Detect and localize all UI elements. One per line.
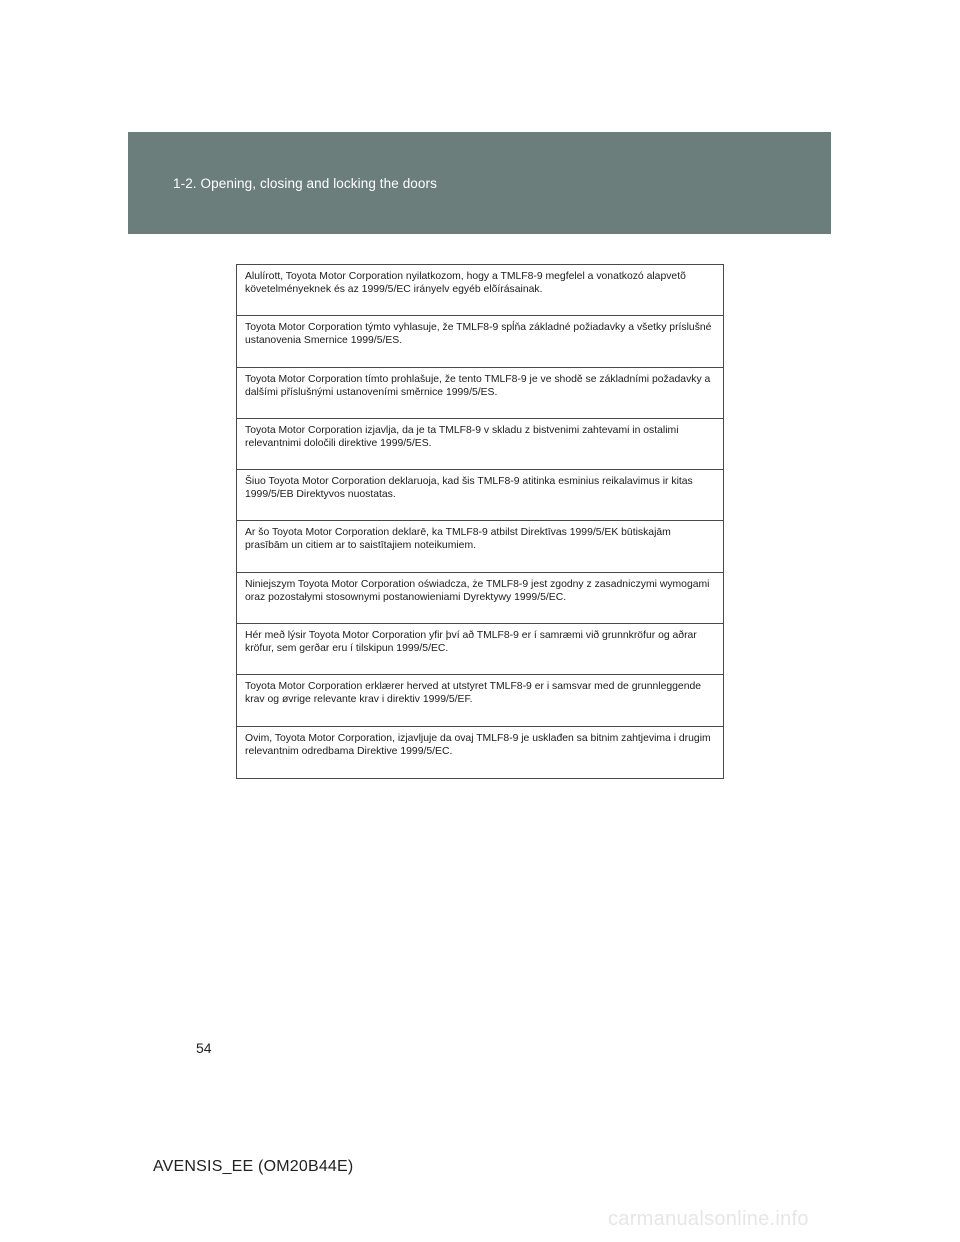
declaration-row-hungarian: Alulírott, Toyota Motor Corporation nyilatkozom, hogy a TMLF8-9 megfelel a vonatkozó alapvetõ követelményeknek és az 1999/5/EC irányelv egyéb elõírásainak. (237, 265, 723, 316)
declaration-row-slovak: Toyota Motor Corporation týmto vyhlasuje, že TMLF8-9 spĺňa základné požiadavky a všetky príslušné ustanovenia Smernice 1999/5/ES. (237, 316, 723, 367)
declaration-table (236, 264, 724, 779)
site-watermark: carmanualsonline.info (608, 1208, 809, 1230)
declaration-row-icelandic: Hér með lýsir Toyota Motor Corporation yfir því að TMLF8-9 er í samræmi við grunnkröfur og aðrar kröfur, sem gerðar eru í tilskipun 1999/5/EC. (237, 624, 723, 675)
section-header-band (128, 132, 831, 234)
section-title: 1-2. Opening, closing and locking the doors (173, 176, 437, 191)
declaration-row-lithuanian: Šiuo Toyota Motor Corporation deklaruoja, kad šis TMLF8-9 atitinka esminius reikalavimus ir kitas 1999/5/EB Direktyvos nuostatas. (237, 470, 723, 521)
declaration-row-croatian: Ovim, Toyota Motor Corporation, izjavljuje da ovaj TMLF8-9 je usklađen sa bitnim zahtjevima i drugim relevantnim odredbama Direktive 1999/5/EC. (245, 732, 711, 757)
declaration-row-latvian: Ar šo Toyota Motor Corporation deklarē, ka TMLF8-9 atbilst Direktīvas 1999/5/EK būtiskajām prasībām un citiem ar to saistītajiem noteikumiem. (237, 521, 723, 572)
page-number: 54 (196, 1040, 212, 1056)
declaration-row-czech: Toyota Motor Corporation tímto prohlašuje, že tento TMLF8-9 je ve shodě se základními požadavky a dalšími příslušnými ustanoveními směrnice 1999/5/ES. (237, 368, 723, 419)
declaration-row-slovenian: Toyota Motor Corporation izjavlja, da je ta TMLF8-9 v skladu z bistvenimi zahtevami in ostalimi relevantnimi določili direktive 1999/5/ES. (237, 419, 723, 470)
document-code: AVENSIS_EE (OM20B44E) (153, 1158, 354, 1175)
declaration-row-polish: Niniejszym Toyota Motor Corporation oświadcza, że TMLF8-9 jest zgodny z zasadniczymi wymogami oraz pozostałymi stosownymi postanowieniami Dyrektywy 1999/5/EC. (237, 573, 723, 624)
declaration-row-norwegian: Toyota Motor Corporation erklærer herved at utstyret TMLF8-9 er i samsvar med de grunnleggende krav og øvrige relevante krav i direktiv 1999/5/EF. (237, 675, 723, 726)
